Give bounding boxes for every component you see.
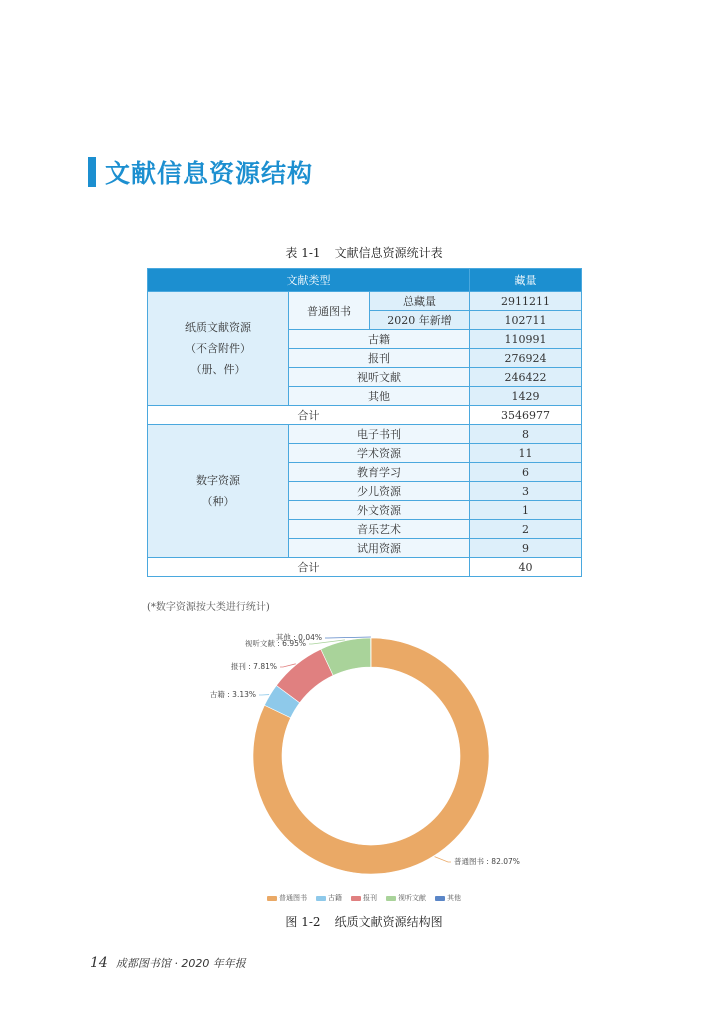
digital-group-label	[148, 425, 289, 558]
data-label-0: 普通图书 : 82.07%	[454, 857, 520, 866]
leader-line-0	[435, 857, 451, 862]
legend-swatch	[351, 896, 361, 901]
paper-row-value: 246422	[470, 368, 582, 387]
table-footnote: (*数字资源按大类进行统计)	[147, 602, 270, 613]
digital-total-label: 合计	[148, 558, 470, 577]
digital-row-value: 3	[470, 482, 582, 501]
digital-row-value: 11	[470, 444, 582, 463]
leader-line-4	[325, 637, 371, 638]
running-title: 成都图书馆 · 2020 年年报	[115, 957, 246, 970]
table-caption	[148, 244, 580, 261]
digital-row-value: 1	[470, 501, 582, 520]
section-accent-bar	[88, 157, 96, 187]
digital-group-line: 数字资源	[196, 474, 240, 487]
legend-item	[316, 893, 342, 903]
books-total-label: 总藏量	[370, 292, 470, 311]
digital-row-label: 音乐艺术	[289, 520, 470, 539]
section-heading	[88, 156, 313, 188]
legend-label: 普通图书	[279, 894, 307, 902]
books-label: 普通图书	[289, 292, 370, 330]
leader-line-2	[280, 664, 296, 667]
page-number: 14	[90, 955, 108, 971]
books-new-value: 102711	[470, 311, 582, 330]
legend-label: 其他	[447, 894, 461, 902]
page-footer	[90, 955, 246, 971]
digital-row-label: 教育学习	[289, 463, 470, 482]
paper-total-label: 合计	[148, 406, 470, 425]
chart-legend	[0, 893, 728, 903]
resource-stats-table	[147, 268, 582, 577]
figure-title: 纸质文献资源结构图	[334, 915, 443, 929]
digital-row-label: 学术资源	[289, 444, 470, 463]
paper-resource-donut-chart	[0, 620, 728, 888]
figure-number: 图 1-2	[285, 915, 321, 929]
legend-item	[435, 893, 461, 903]
digital-row-label: 少儿资源	[289, 482, 470, 501]
books-total-value: 2911211	[470, 292, 582, 311]
digital-row-label: 试用资源	[289, 539, 470, 558]
paper-row-label: 古籍	[289, 330, 470, 349]
table-title: 文献信息资源统计表	[334, 246, 443, 260]
data-label-1: 古籍 : 3.13%	[209, 690, 256, 699]
header-count: 藏量	[470, 269, 582, 292]
paper-row-value: 276924	[470, 349, 582, 368]
paper-group-label	[148, 292, 289, 406]
legend-swatch	[435, 896, 445, 901]
legend-item	[386, 893, 426, 903]
section-title: 文献信息资源结构	[105, 159, 314, 188]
paper-row-label: 报刊	[289, 349, 470, 368]
legend-item	[267, 893, 307, 903]
header-type: 文献类型	[148, 269, 470, 292]
figure-caption	[0, 913, 728, 930]
legend-label: 报刊	[363, 894, 377, 902]
digital-row-value: 2	[470, 520, 582, 539]
paper-group-line: 纸质文献资源	[185, 321, 251, 334]
legend-item	[351, 893, 377, 903]
digital-group-line: （种）	[201, 495, 235, 508]
data-label-3: 视听文献 : 6.95%	[244, 639, 306, 648]
paper-group-line: （册、件）	[190, 363, 246, 376]
digital-row-value: 9	[470, 539, 582, 558]
table-number: 表 1-1	[285, 246, 321, 260]
paper-total-value: 3546977	[470, 406, 582, 425]
books-new-label: 2020 年新增	[370, 311, 470, 330]
digital-row-label: 电子书刊	[289, 425, 470, 444]
paper-row-value: 110991	[470, 330, 582, 349]
legend-label: 视听文献	[398, 894, 426, 902]
digital-row-value: 6	[470, 463, 582, 482]
legend-swatch	[316, 896, 326, 901]
legend-swatch	[267, 896, 277, 901]
legend-label: 古籍	[328, 894, 342, 902]
paper-row-label: 其他	[289, 387, 470, 406]
data-label-4: 其他 : 0.04%	[275, 633, 322, 642]
data-label-2: 报刊 : 7.81%	[230, 662, 277, 671]
paper-row-label: 视听文献	[289, 368, 470, 387]
digital-row-value: 8	[470, 425, 582, 444]
legend-swatch	[386, 896, 396, 901]
digital-row-label: 外文资源	[289, 501, 470, 520]
paper-group-line: （不含附件）	[185, 342, 251, 355]
digital-total-value: 40	[470, 558, 582, 577]
paper-row-value: 1429	[470, 387, 582, 406]
